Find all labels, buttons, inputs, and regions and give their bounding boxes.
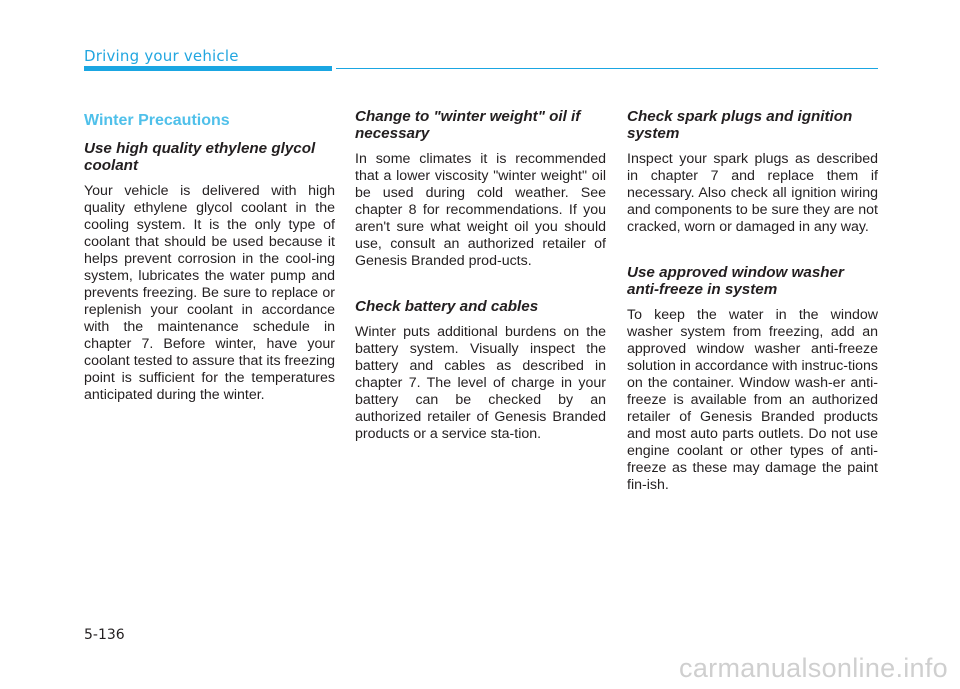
subsection-body-battery: Winter puts additional burdens on the battery system. Visually inspect the battery and cables as described in chapter 7. The level of charge in your battery can be checked by an authorized retailer of Genesis Branded products or a service sta-tion.: [355, 324, 606, 442]
section-title: Winter Precautions: [84, 112, 230, 129]
column-1: [84, 108, 335, 432]
column-3: [627, 108, 878, 522]
subsection-heading-washer: Use approved window washer anti-freeze in system: [627, 264, 844, 298]
subsection-body-coolant: Your vehicle is delivered with high quality ethylene glycol coolant in the cooling system. It is the only type of coolant that should be used because it helps prevent corrosion in the cool-ing system, lubricates the water pump and prevents freezing. Be sure to replace or replenish your coolant in accordance with the maintenance schedule in chapter 7. Before winter, have your coolant tested to assure that its freezing point is sufficient for the temperatures anticipated during the winter.: [84, 183, 335, 403]
subsection-body-washer: To keep the water in the window washer system from freezing, add an approved window washer anti-freeze solution in accordance with instruc-tions on the container. Window wash-er anti-freeze is available from an authorized retailer of Genesis Branded products and most auto parts outlets. Do not use engine coolant or other types of anti-freeze as these may damage the paint fin-ish.: [627, 307, 878, 493]
subsection-body-spark-plugs: Inspect your spark plugs as described in chapter 7 and replace them if necessary. Also check all ignition wiring and components to be sure they are not cracked, worn or damaged in any way.: [627, 151, 878, 235]
section-header: Driving your vehicle: [84, 47, 239, 65]
header-rule: [336, 68, 878, 69]
page-number: 5-136: [84, 627, 125, 643]
subsection-heading-spark-plugs: Check spark plugs and ignition system: [627, 108, 853, 142]
subsection-body-oil: In some climates it is recommended that a lower viscosity "winter weight" oil be used during cold weather. See chapter 8 for recommendations. If you aren't sure what weight oil you should use, consult an authorized retailer of Genesis Branded prod-ucts.: [355, 151, 606, 269]
column-2: [355, 108, 606, 471]
subsection-heading-coolant: Use high quality ethylene glycol coolant: [84, 140, 316, 174]
subsection-heading-battery: Check battery and cables: [355, 298, 539, 315]
subsection-heading-oil: Change to "winter weight" oil if necessary: [355, 108, 581, 142]
watermark: carmanualsonline.info: [679, 653, 948, 683]
header-accent-bar: [84, 66, 332, 71]
